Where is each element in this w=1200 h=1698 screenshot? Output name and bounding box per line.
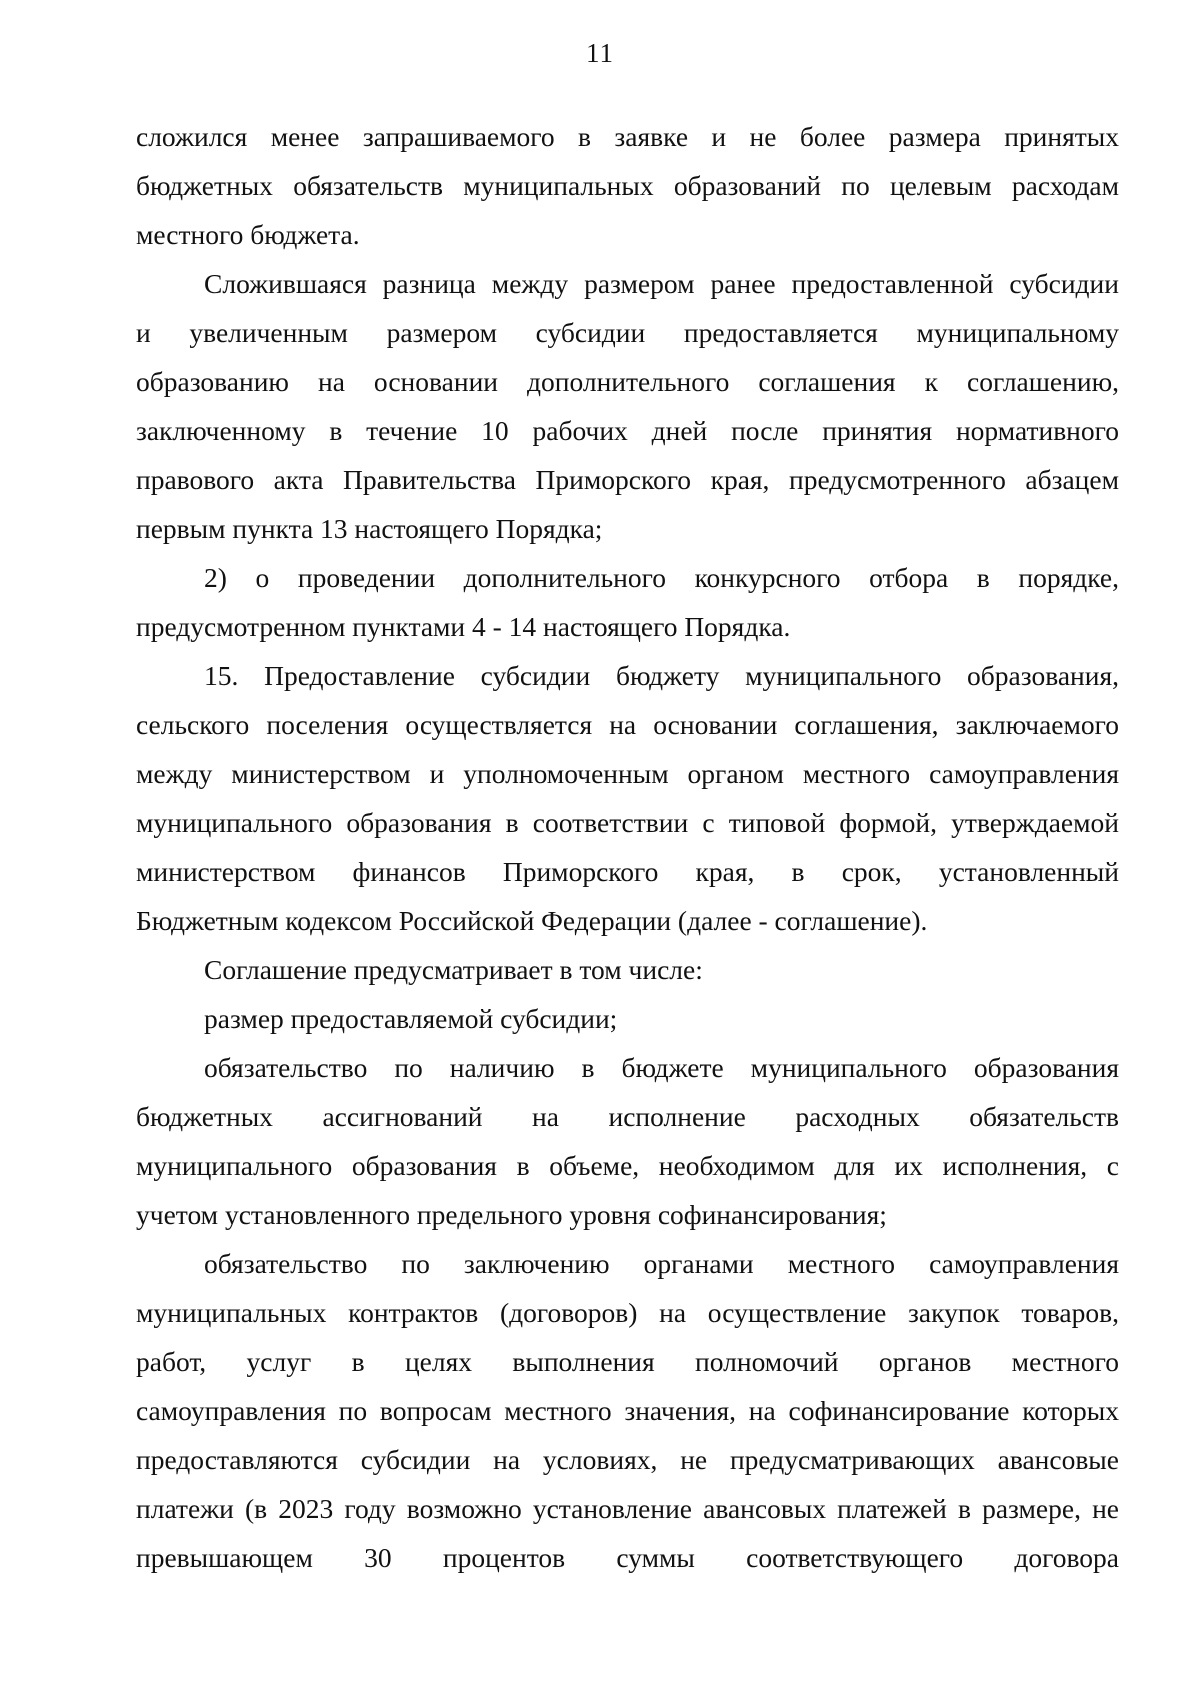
text-line: бюджетных обязательств муниципальных образований по целевым расходам (136, 170, 1119, 201)
text-line: между министерством и уполномоченным органом местного самоуправления (136, 758, 1119, 789)
text-line: местного бюджета. (136, 219, 360, 250)
text-line: бюджетных ассигнований на исполнение расходных обязательств (136, 1101, 1119, 1132)
document-body (136, 112, 1119, 1582)
paragraph-first-line: 2) о проведении дополнительного конкурсного отбора в порядке, (204, 562, 1119, 593)
text-line: муниципального образования в объеме, необходимом для их исполнения, с (136, 1150, 1119, 1181)
paragraph-first-line: Соглашение предусматривает в том числе: (204, 954, 703, 985)
text-line: образованию на основании дополнительного соглашения к соглашению, (136, 366, 1119, 397)
text-line: Бюджетным кодексом Российской Федерации (далее - соглашение). (136, 905, 928, 936)
paragraph-first-line: обязательство по наличию в бюджете муниципального образования (204, 1052, 1119, 1083)
page-number: 11 (586, 38, 614, 68)
text-line: правового акта Правительства Приморского края, предусмотренного абзацем (136, 464, 1119, 495)
paragraph-first-line: 15. Предоставление субсидии бюджету муниципального образования, (204, 660, 1119, 691)
text-line: муниципальных контрактов (договоров) на осуществление закупок товаров, (136, 1297, 1119, 1328)
paragraph-first-line: Сложившаяся разница между размером ранее предоставленной субсидии (204, 268, 1119, 299)
text-line: сложился менее запрашиваемого в заявке и не более размера принятых (136, 121, 1119, 152)
text-line: работ, услуг в целях выполнения полномочий органов местного (136, 1346, 1119, 1377)
text-line: министерством финансов Приморского края, в срок, установленный (136, 856, 1119, 887)
text-line: платежи (в 2023 году возможно установление авансовых платежей в размере, не (136, 1493, 1119, 1524)
paragraph-first-line: размер предоставляемой субсидии; (204, 1003, 618, 1034)
text-line: предусмотренном пунктами 4 - 14 настоящего Порядка. (136, 611, 791, 642)
text-line: и увеличенным размером субсидии предоставляется муниципальному (136, 317, 1119, 348)
text-line: сельского поселения осуществляется на основании соглашения, заключаемого (136, 709, 1119, 740)
text-line: первым пункта 13 настоящего Порядка; (136, 513, 603, 544)
text-line: самоуправления по вопросам местного значения, на софинансирование которых (136, 1395, 1119, 1426)
paragraph-first-line: обязательство по заключению органами местного самоуправления (204, 1248, 1119, 1279)
text-line: заключенному в течение 10 рабочих дней после принятия нормативного (136, 415, 1119, 446)
text-line: учетом установленного предельного уровня софинансирования; (136, 1199, 887, 1230)
text-line: превышающем 30 процентов суммы соответствующего договора (136, 1542, 1119, 1573)
text-line: муниципального образования в соответствии с типовой формой, утверждаемой (136, 807, 1119, 838)
text-line: предоставляются субсидии на условиях, не предусматривающих авансовые (136, 1444, 1119, 1475)
